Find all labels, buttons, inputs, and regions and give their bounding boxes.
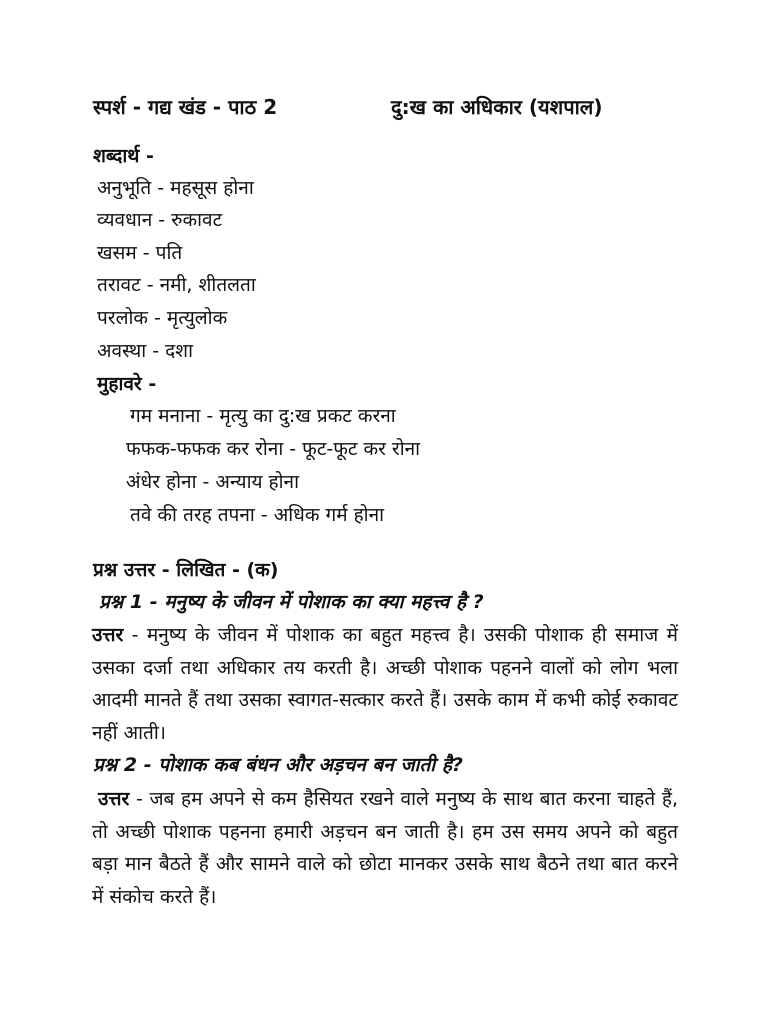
vocab-item: अनुभूति - महसूस होना (97, 177, 254, 199)
answer-label: उत्तर (98, 788, 130, 810)
answer-text: - जब हम अपने से कम हैसियत रखने वाले मनुष्य के साथ बात करना चाहते हैं, तो अच्छी पोशाक पहनना हमारी अड़चन बन जाती है। हम उस समय अपने को बहुत बड़ा मान बैठते हैं और सामने वाले को छोटा मानकर उसके साथ बैठने तथा बात करने में संकोच करते हैं। (92, 788, 678, 908)
vocab-item: खसम - पति (97, 242, 183, 264)
answer-1 (92, 619, 678, 749)
vocab-item: तरावट - नमी, शीतलता (97, 274, 256, 296)
answer-text: - मनुष्य के जीवन में पोशाक का बहुत महत्त्व है। उसकी पोशाक ही समाज में उसका दर्जा तथा अधिकार तय करती है। अच्छी पोशाक पहनने वालों को लोग भला आदमी मानते हैं तथा उसका स्वागत-सत्कार करते हैं। उसके काम में कभी कोई रुकावट नहीं आती। (92, 624, 678, 744)
qa-heading: प्रश्न उत्तर - लिखित - (क) (93, 559, 279, 581)
idioms-heading: मुहावरे - (97, 373, 157, 395)
answer-label: उत्तर (92, 624, 124, 646)
idiom-item: फफक-फफक कर रोना - फूट-फूट कर रोना (126, 438, 421, 460)
idiom-item: तवे की तरह तपना - अधिक गर्म होना (130, 504, 385, 526)
question-2: प्रश्न 2 - पोशाक कब बंधन और अड़चन बन जाती है? (93, 754, 463, 776)
idiom-item: गम मनाना - मृत्यु का दु:ख प्रकट करना (130, 405, 396, 427)
vocab-item: व्यवधान - रुकावट (97, 209, 223, 231)
question-1: प्रश्न 1 - मनुष्य के जीवन में पोशाक का क्या महत्त्व है ? (99, 591, 484, 613)
idiom-item: अंधेर होना - अन्याय होना (126, 471, 300, 493)
header-title: दु:ख का अधिकार (यशपाल) (391, 95, 603, 119)
vocab-item: परलोक - मृत्युलोक (97, 307, 228, 329)
vocab-item: अवस्था - दशा (97, 340, 194, 362)
page-header (93, 93, 663, 121)
answer-2 (92, 783, 678, 913)
vocab-heading: शब्दार्थ - (93, 145, 154, 167)
header-chapter: स्पर्श - गद्य खंड - पाठ 2 (93, 95, 278, 119)
